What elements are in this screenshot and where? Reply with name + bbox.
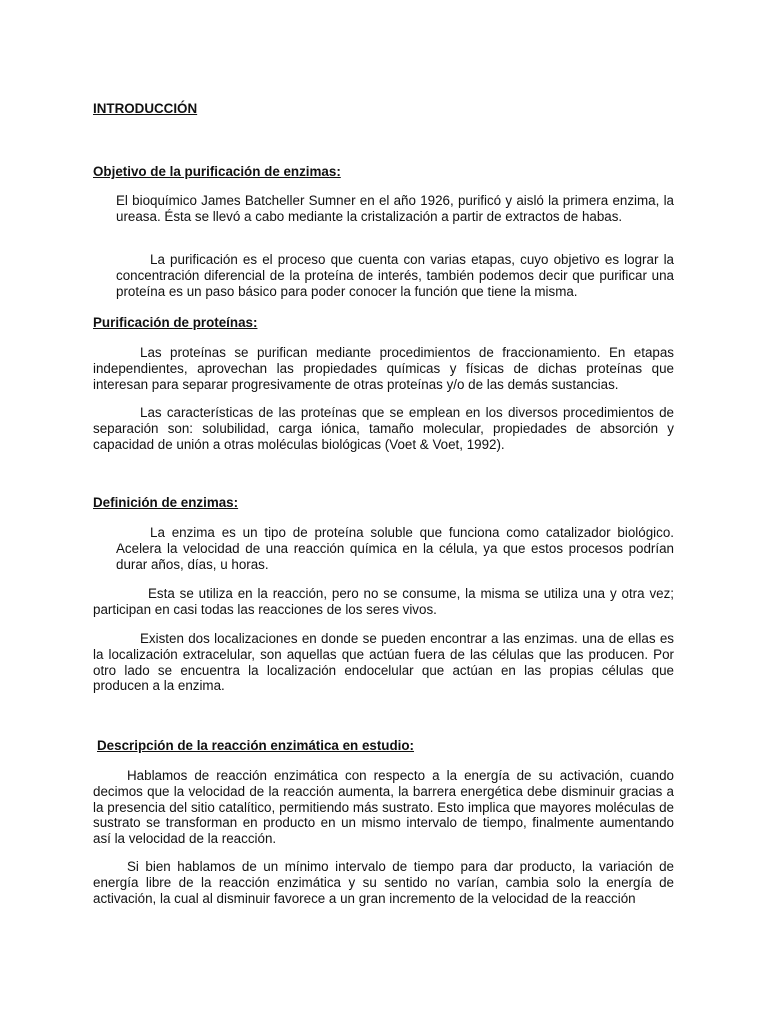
section-heading-purificacion-proteinas: Purificación de proteínas: <box>93 315 258 330</box>
section-heading-objetivo: Objetivo de la purificación de enzimas: <box>93 164 341 179</box>
document-title: INTRODUCCIÓN <box>93 101 198 116</box>
paragraph-energia-libre: Si bien hablamos de un mínimo intervalo de tiempo para dar producto, la variación de energía libre de la reacción enzimática y su sentido no varían, cambia solo la energía de activación, la cual al disminuir favorece a un gran incremento de la velocidad de la reacción <box>93 859 674 906</box>
section-heading-descripcion-reaccion: Descripción de la reacción enzimática en estudio: <box>97 738 415 753</box>
paragraph-localizaciones: Existen dos localizaciones en donde se pueden encontrar a las enzimas. una de ellas es la localización extracelular, son aquellas que actúan fuera de las células que las producen. Por otro lado se encuentra la localización endocelular que actúan en las propias células que producen a la enzima. <box>93 631 674 694</box>
paragraph-fraccionamiento: Las proteínas se purifican mediante procedimientos de fraccionamiento. En etapas independientes, aprovechan las propiedades químicas y físicas de dichas proteínas que interesan para separar progresivamente de otras proteínas y/o de las demás sustancias. <box>93 345 674 392</box>
section-heading-definicion-enzimas: Definición de enzimas: <box>93 495 239 510</box>
paragraph-uso-reaccion: Esta se utiliza en la reacción, pero no se consume, la misma se utiliza una y otra vez; participan en casi todas las reacciones de los seres vivos. <box>93 586 674 617</box>
paragraph-energia-activacion: Hablamos de reacción enzimática con respecto a la energía de su activación, cuando decimos que la velocidad de la reacción aumenta, la barrera energética debe disminuir gracias a la presencia del sitio catalítico, permitiendo más sustrato. Esto implica que mayores moléculas de sustrato se transforman en producto en un mismo intervalo de tiempo, finalmente aumentando así la velocidad de la reacción. <box>93 768 674 847</box>
paragraph-definicion: La enzima es un tipo de proteína soluble que funciona como catalizador biológico. Acelera la velocidad de una reacción química en la célula, ya que estos procesos podrían durar años, días, u horas. <box>116 525 674 572</box>
paragraph-purificacion-proceso: La purificación es el proceso que cuenta con varias etapas, cuyo objetivo es lograr la concentración diferencial de la proteína de interés, también podemos decir que purificar una proteína es un paso básico para poder conocer la función que tiene la misma. <box>116 252 674 299</box>
paragraph-sumner: El bioquímico James Batcheller Sumner en el año 1926, purificó y aisló la primera enzima, la ureasa. Ésta se llevó a cabo mediante la cristalización a partir de extractos de habas. <box>116 193 674 224</box>
paragraph-caracteristicas: Las características de las proteínas que se emplean en los diversos procedimientos de separación son: solubilidad, carga iónica, tamaño molecular, propiedades de absorción y capacidad de unión a otras moléculas biológicas (Voet & Voet, 1992). <box>93 405 674 452</box>
